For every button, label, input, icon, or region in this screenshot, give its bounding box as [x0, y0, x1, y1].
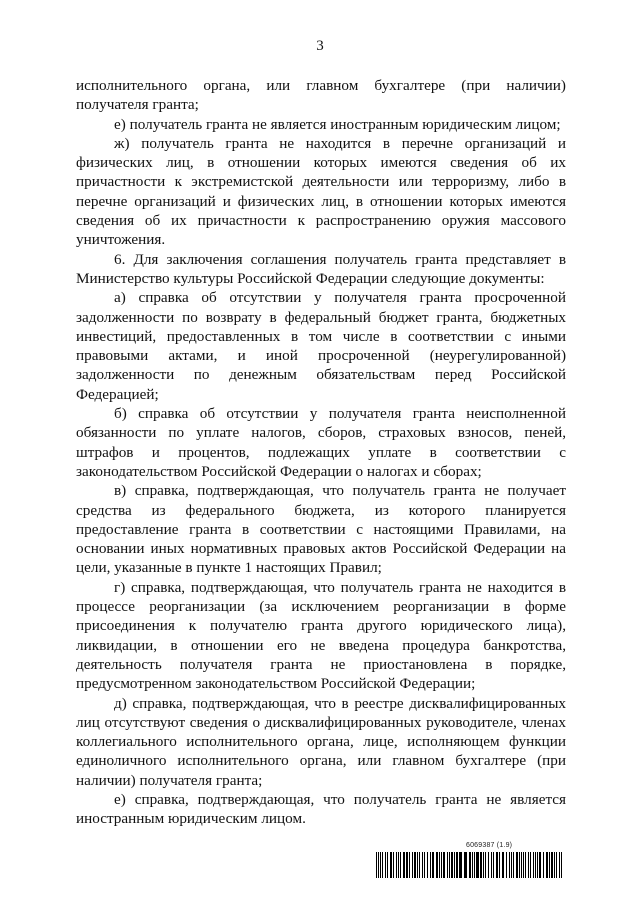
paragraph-doc-g: г) справка, подтверждающая, что получатель гранта не находится в процессе реорганизации (за исключением реорганизации в форме присоединения к получателю гранта другого юридического лица), ликвидации, в отношении его не введена процедура банкротства, деятельность получателя гранта не приостановлена в порядке, предусмотренном законодательством Российской Федерации; — [76, 578, 566, 693]
barcode-bar — [390, 852, 392, 878]
page-number: 3 — [316, 38, 324, 54]
barcode-bar — [543, 852, 544, 878]
barcode-image — [376, 852, 564, 878]
barcode-bar — [436, 852, 438, 878]
barcode-bar — [516, 852, 518, 878]
barcode-bar — [441, 852, 442, 878]
barcode-bar — [493, 852, 494, 878]
barcode-bar — [427, 852, 428, 878]
barcode-bar — [414, 852, 416, 878]
paragraph-doc-a: а) справка об отсутствии у получателя гранта просроченной задолженности по возврату в федеральный бюджет гранта, бюджетных инвестиций, предоставленных в том числе в соответствии с иными правовыми актами, и иной просроченной (неурегулированной) задолженности по денежным обязательствам перед Российской Федерацией; — [76, 289, 566, 403]
barcode-bar — [549, 852, 550, 878]
barcode-bar — [403, 852, 405, 878]
barcode-bar — [376, 852, 377, 878]
barcode-bar — [537, 852, 538, 878]
paragraph-continuation: исполнительного органа, или главном бухгалтере (при наличии) получателя гранта; — [76, 77, 566, 114]
barcode-bar — [525, 852, 526, 878]
barcode-bar — [519, 852, 520, 878]
barcode-bar — [443, 852, 445, 878]
document-body — [76, 76, 566, 829]
barcode-bar — [480, 852, 482, 878]
barcode-bar — [419, 852, 420, 878]
barcode-bar — [396, 852, 397, 878]
paragraph-doc-b: б) справка об отсутствии у получателя гранта неисполненной обязанности по уплате налогов, сборов, страховых взносов, пеней, штрафов и процентов, подлежащих уплате в соответствии с законодательством Российской Федерации о налогах и сборах; — [76, 405, 566, 480]
barcode-bar — [422, 852, 423, 878]
barcode-bar — [472, 852, 473, 878]
barcode-bar — [451, 852, 453, 878]
barcode-bar — [406, 852, 408, 878]
barcode-bar — [551, 852, 553, 878]
barcode-bar — [398, 852, 399, 878]
barcode-bar — [464, 852, 467, 878]
barcode-bar — [491, 852, 492, 878]
barcode-bar — [561, 852, 562, 878]
barcode-bar — [554, 852, 555, 878]
barcode-bar — [454, 852, 455, 878]
barcode-bar — [447, 852, 448, 878]
barcode-bar — [488, 852, 489, 878]
barcode-bar — [430, 852, 431, 878]
barcode-bar — [412, 852, 413, 878]
paragraph-clause-zh: ж) получатель гранта не находится в перечне организаций и физических лиц, в отношении которых имеются сведения об их причастности к экстремистской деятельности или терроризму, либо в перечне организаций и физических лиц, в отношении которых имеются сведения об их причастности к распространению оружия массового уничтожения. — [76, 134, 566, 249]
barcode-bar — [424, 852, 425, 878]
paragraph-doc-d: д) справка, подтверждающая, что в реестре дисквалифицированных лиц отсутствуют сведения о дисквалифицированных руководителе, членах коллегиального исполнительного органа, лице, исполняющем функции единоличного исполнительного органа, или главном бухгалтере (при наличии) получателя гранта; — [76, 694, 566, 789]
barcode-bar — [511, 852, 512, 878]
paragraph-doc-v: в) справка, подтверждающая, что получатель гранта не получает средства из федерального бюджета, из которого планируется предоставление гранта в соответствии с настоящими Правилами, на основании иных нормативных правовых актов Российской Федерации на цели, указанные в пункте 1 настоящих Правил; — [76, 482, 566, 577]
paragraph-doc-e: е) справка, подтверждающая, что получатель гранта не является иностранным юридическим лицом. — [76, 790, 566, 828]
barcode-bar — [474, 852, 475, 878]
barcode-bar — [546, 852, 548, 878]
barcode-bar — [393, 852, 394, 878]
barcode-bar — [456, 852, 458, 878]
barcode-bar — [380, 852, 381, 878]
barcode-bar — [496, 852, 498, 878]
barcode-bar — [535, 852, 536, 878]
barcode-bar — [439, 852, 440, 878]
barcode-bar — [378, 852, 379, 878]
barcode-bar — [513, 852, 514, 878]
barcode-bar — [469, 852, 471, 878]
barcode-bar — [449, 852, 450, 878]
barcode-bar — [409, 852, 410, 878]
barcode-bar — [400, 852, 401, 878]
barcode-graphic — [376, 852, 564, 878]
barcode-bar — [556, 852, 557, 878]
barcode-label: 6069387 (1.9) — [466, 842, 513, 849]
barcode-bar — [385, 852, 386, 878]
barcode-bar — [528, 852, 529, 878]
barcode-bar — [530, 852, 531, 878]
barcode-bar — [521, 852, 522, 878]
barcode-bar — [499, 852, 500, 878]
barcode-bar — [506, 852, 507, 878]
barcode-bar — [502, 852, 504, 878]
barcode-bar — [533, 852, 534, 878]
barcode-bar — [382, 852, 383, 878]
barcode-bar — [459, 852, 462, 878]
barcode-bar — [387, 852, 388, 878]
paragraph-clause-e: е) получатель гранта не является иностранным юридическим лицом; — [114, 115, 561, 133]
barcode-bar — [485, 852, 486, 878]
barcode-bar — [483, 852, 484, 878]
barcode-bar — [559, 852, 560, 878]
barcode-bar — [432, 852, 434, 878]
barcode-bar — [476, 852, 479, 878]
barcode-bar — [417, 852, 418, 878]
barcode-bar — [509, 852, 510, 878]
paragraph-item-6: 6. Для заключения соглашения получатель гранта представляет в Министерство культуры Российской Федерации следующие документы: — [76, 250, 566, 287]
barcode-bar — [539, 852, 541, 878]
barcode-bar — [523, 852, 524, 878]
